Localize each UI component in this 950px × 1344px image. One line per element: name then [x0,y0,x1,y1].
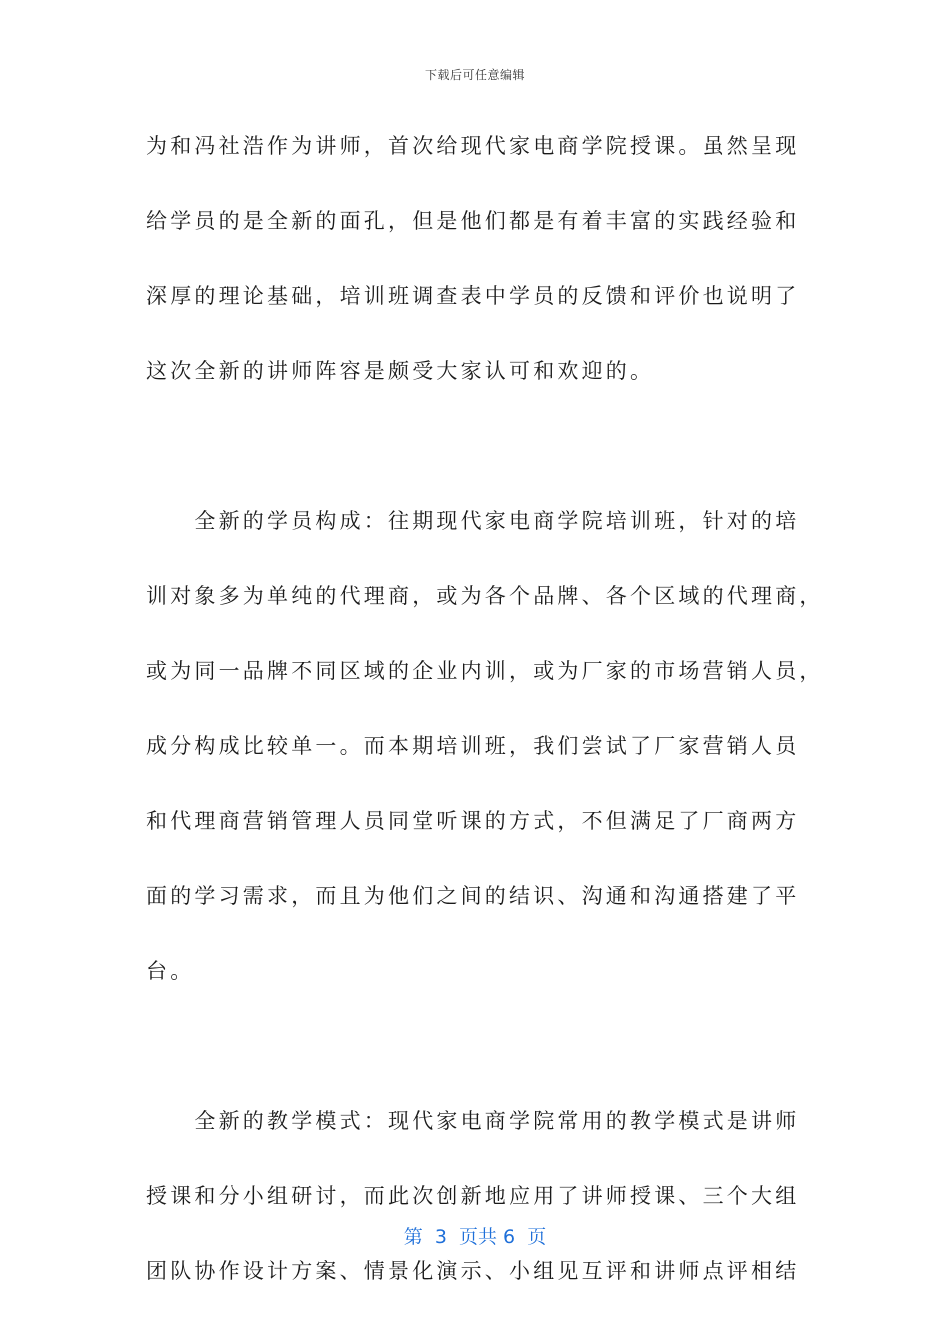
body-text [146,120,824,1320]
text-line: 这次全新的讲师阵容是颇受大家认可和欢迎的。 [146,359,655,383]
text-line: 授课和分小组研讨，而此次创新地应用了讲师授课、三个大组 [146,1184,800,1208]
text-line: 面的学习需求，而且为他们之间的结识、沟通和沟通搭建了平 [146,884,800,908]
text-line: 训对象多为单纯的代理商，或为各个品牌、各个区域的代理商， [146,584,824,608]
header-note: 下载后可任意编辑 [424,68,525,82]
text-line: 给学员的是全新的面孔，但是他们都是有着丰富的实践经验和 [146,209,800,233]
text-line: 台。 [146,959,195,983]
page-number: 第 3 页共 6 页 [403,1226,547,1248]
text-line: 为和冯社浩作为讲师，首次给现代家电商学院授课。虽然呈现 [146,134,800,158]
text-line [146,1020,806,1095]
text-line: 全新的学员构成：往期现代家电商学院培训班，针对的培 [146,509,800,533]
text-line: 成分构成比较单一。而本期培训班，我们尝试了厂家营销人员 [146,734,800,758]
text-line: 全新的教学模式：现代家电商学院常用的教学模式是讲师 [146,1109,800,1133]
text-line: 和代理商营销管理人员同堂听课的方式，不但满足了厂商两方 [146,809,800,833]
text-line: 团队协作设计方案、情景化演示、小组见互评和讲师点评相结 [146,1259,800,1283]
text-line [146,420,806,495]
text-line: 深厚的理论基础，培训班调查表中学员的反馈和评价也说明了 [146,284,800,308]
text-line: 或为同一品牌不同区域的企业内训，或为厂家的市场营销人员， [146,659,824,683]
